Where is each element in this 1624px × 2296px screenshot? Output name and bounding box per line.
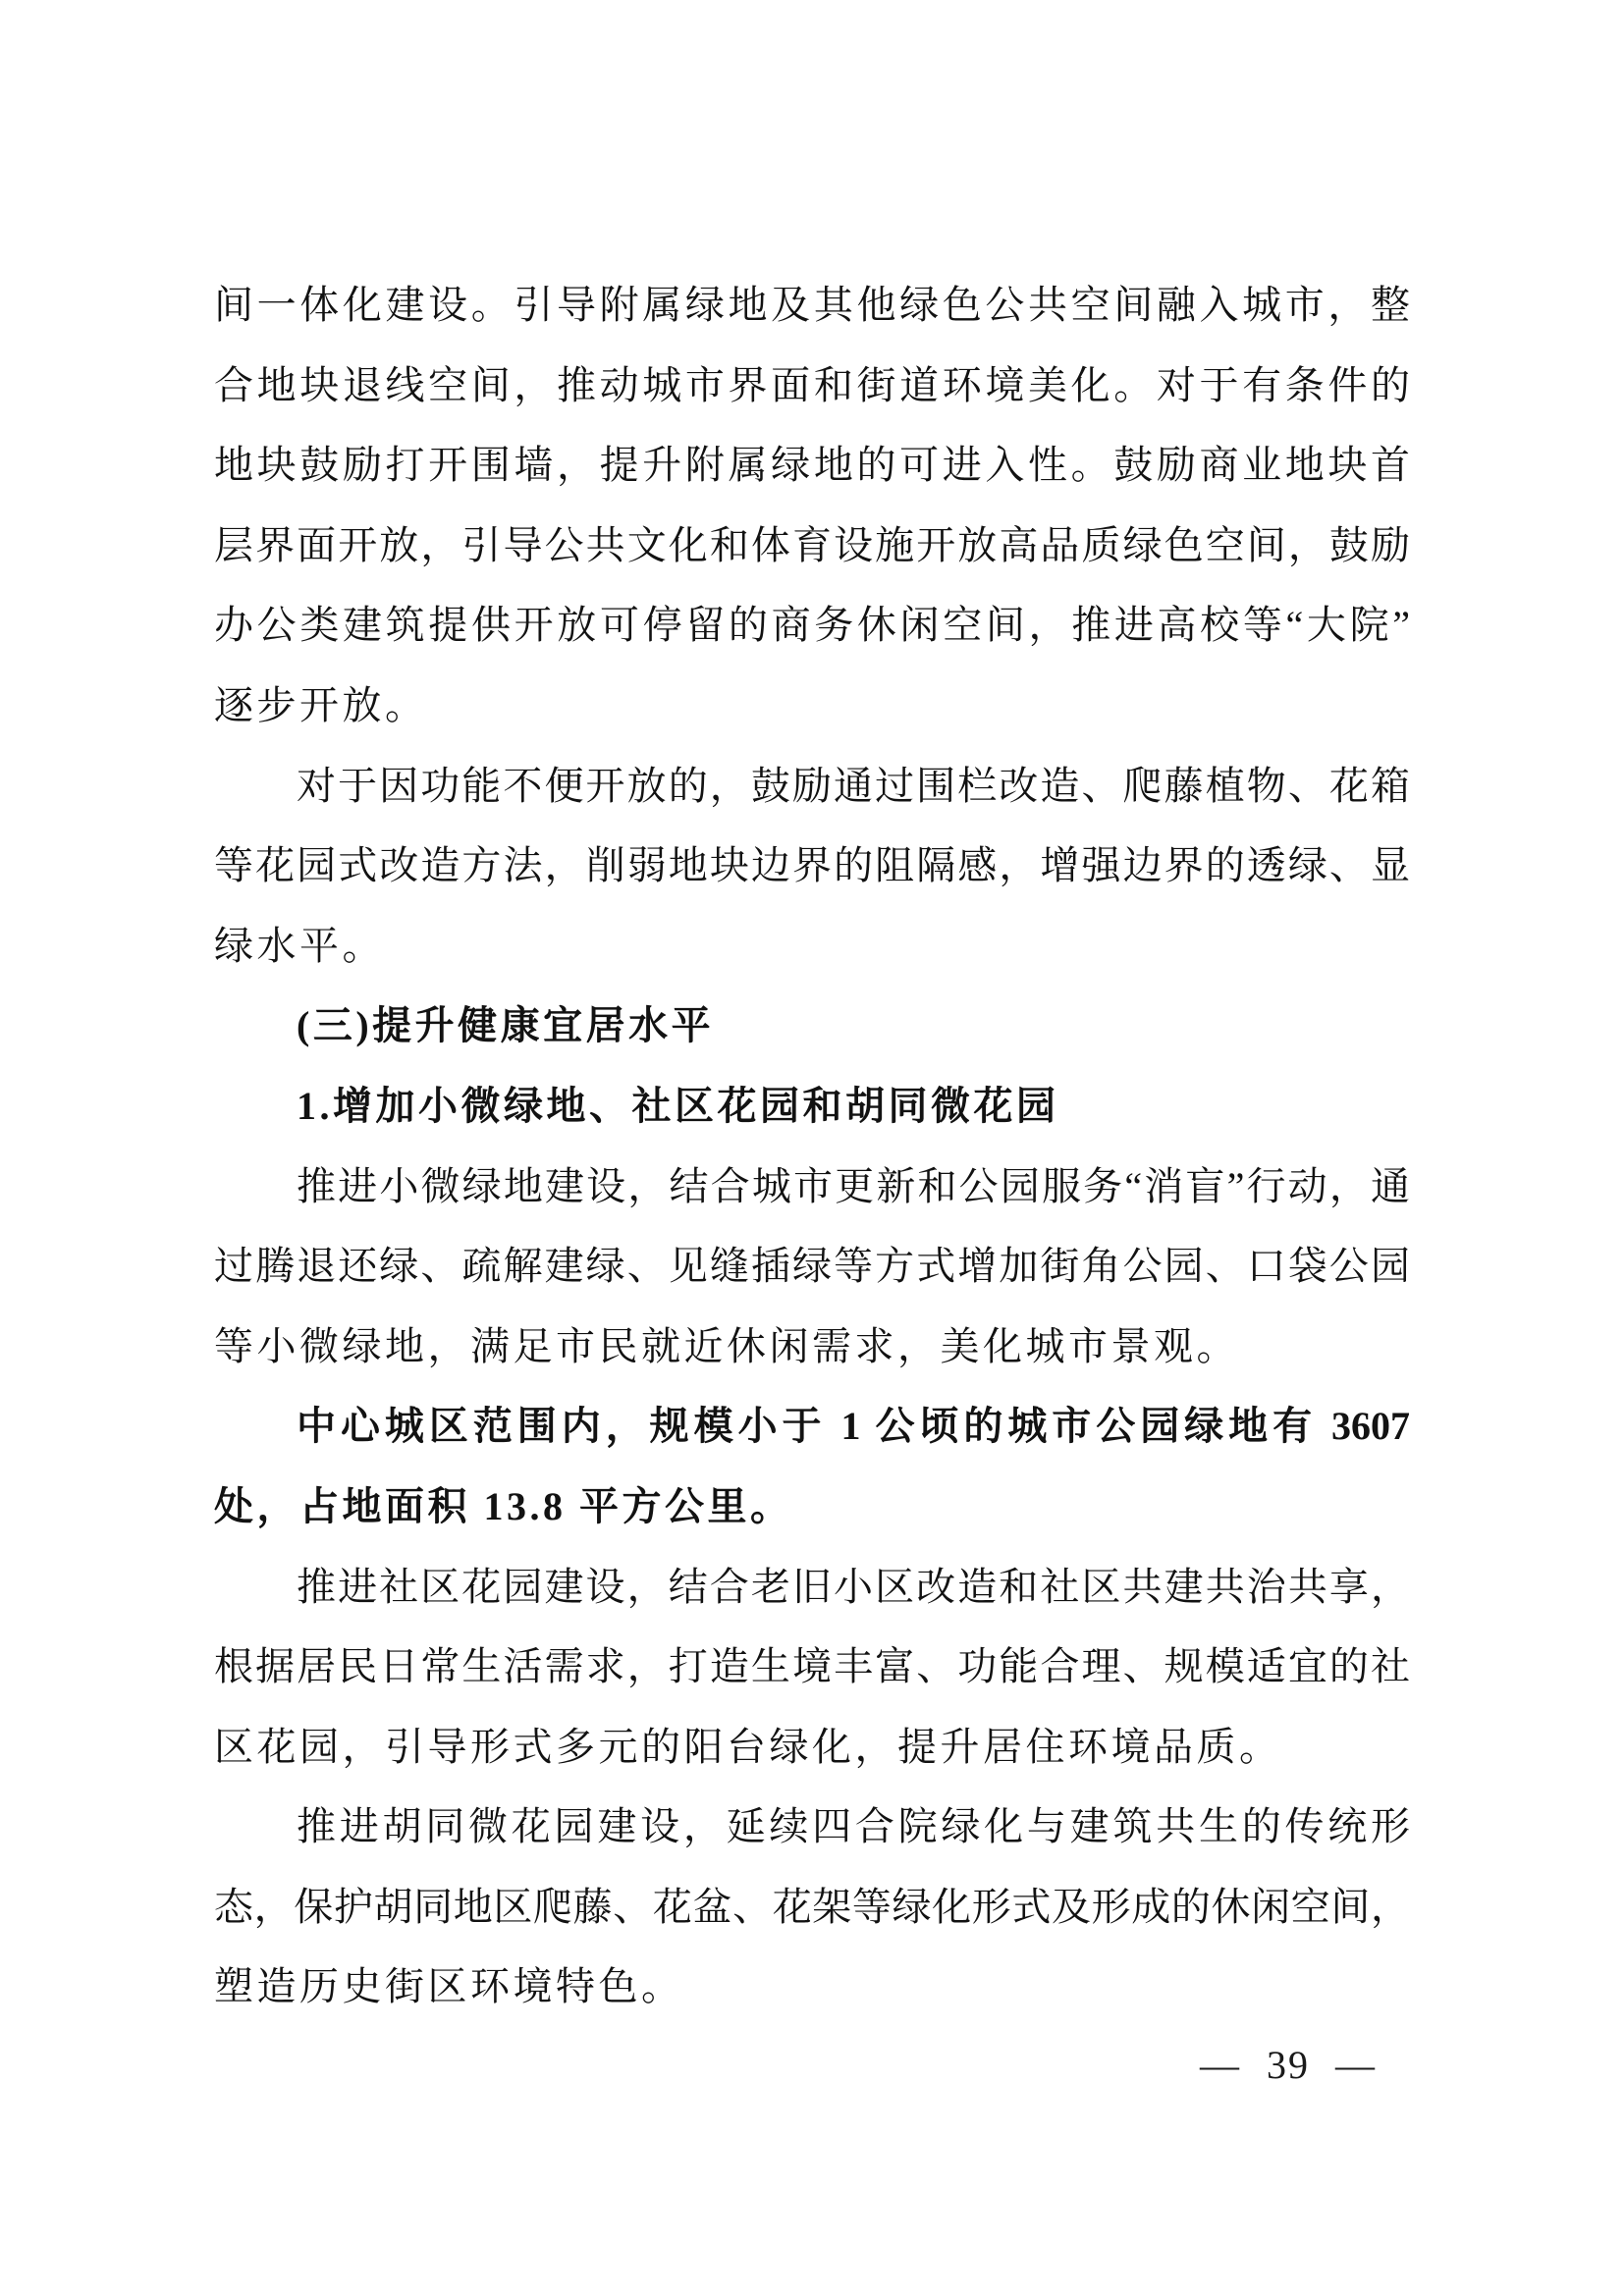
text-line: 层界面开放，引导公共文化和体育设施开放高品质绿色空间，鼓励 (214, 522, 1410, 567)
heading-line: (三)提升健康宜居水平 (297, 1003, 715, 1048)
text-line: 态，保护胡同地区爬藤、花盆、花架等绿化形式及形成的休闲空间， (214, 1884, 1410, 1929)
text-line: 间一体化建设。引导附属绿地及其他绿色公共空间融入城市，整 (214, 283, 1410, 327)
text-line: 推进小微绿地建设，结合城市更新和公园服务“消盲”行动，通 (297, 1163, 1410, 1208)
heading-line: 1.增加小微绿地、社区花园和胡同微花园 (297, 1083, 1059, 1128)
text-line: 区花园，引导形式多元的阳台绿化，提升居住环境品质。 (214, 1724, 1282, 1769)
text-line: 绿水平。 (214, 923, 385, 968)
text-line: 合地块退线空间，推动城市界面和街道环境美化。对于有条件的 (214, 362, 1410, 407)
document-content (214, 265, 1410, 2027)
heading-line: 中心城区范围内，规模小于 1 公顷的城市公园绿地有 3607 (297, 1404, 1410, 1449)
text-line: 过腾退还绿、疏解建绿、见缝插绿等方式增加街角公园、口袋公园 (214, 1244, 1410, 1289)
text-line: 根据居民日常生活需求，打造生境丰富、功能合理、规模适宜的社 (214, 1644, 1410, 1689)
text-line: 对于因功能不便开放的，鼓励通过围栏改造、爬藤植物、花箱 (297, 763, 1410, 808)
text-line: 逐步开放。 (214, 682, 428, 727)
page-number: — 39 — (1200, 2043, 1377, 2087)
text-line: 等花园式改造方法，削弱地块边界的阻隔感，增强边界的透绿、显 (214, 843, 1410, 888)
text-line: 地块鼓励打开围墙，提升附属绿地的可进入性。鼓励商业地块首 (214, 443, 1410, 488)
text-line: 塑造历史街区环境特色。 (214, 1964, 684, 2009)
text-line: 等小微绿地，满足市民就近休闲需求，美化城市景观。 (214, 1323, 1239, 1368)
text-line: 办公类建筑提供开放可停留的商务休闲空间，推进高校等“大院” (214, 603, 1410, 648)
page-footer (1200, 2044, 1377, 2087)
heading-line: 处，占地面积 13.8 平方公里。 (214, 1483, 793, 1528)
text-line: 推进社区花园建设，结合老旧小区改造和社区共建共治共享， (297, 1564, 1410, 1609)
text-line: 推进胡同微花园建设，延续四合院绿化与建筑共生的传统形 (297, 1804, 1410, 1849)
